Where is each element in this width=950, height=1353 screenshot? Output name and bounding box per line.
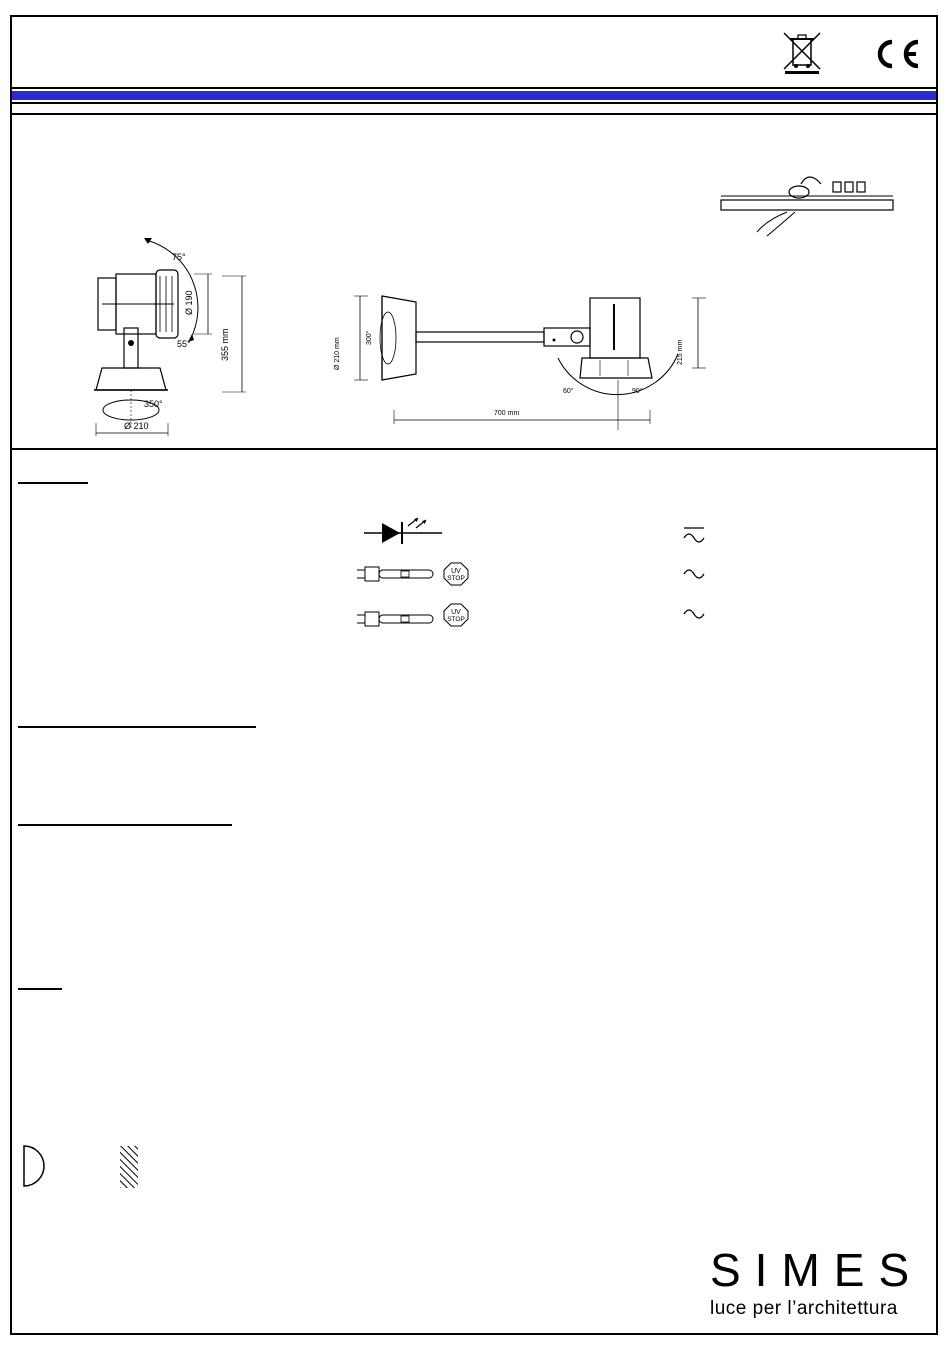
uv-stop-icon-2	[443, 603, 469, 627]
simes-logo	[710, 1245, 935, 1319]
base-diameter-label: Ø 210	[124, 421, 149, 431]
page-frame	[10, 15, 938, 1335]
ac-icon	[682, 565, 706, 581]
weee-bin-icon	[780, 31, 824, 75]
metal-halide-lamp-icon-2	[355, 609, 437, 629]
band-rule	[12, 102, 936, 104]
head-diameter-label: Ø 190	[184, 290, 194, 315]
uv-stop-text-stop-2: STOP	[447, 616, 465, 623]
hatched-pattern-icon	[118, 1144, 140, 1190]
section-rule-4	[18, 988, 62, 990]
metal-halide-lamp-icon	[355, 564, 437, 584]
arm-head-rotation-label: 300°	[366, 330, 373, 345]
tilt-down-label: 55°	[177, 339, 191, 349]
led-diode-icon	[364, 517, 444, 547]
arm-view-drawing	[332, 290, 712, 450]
arm-height-label: 215 mm	[677, 339, 684, 365]
tilt-up-label: 75°	[172, 252, 186, 262]
arm-length-label: 700 mm	[494, 410, 520, 417]
half-circle-icon	[18, 1144, 48, 1188]
blue-band	[12, 91, 936, 100]
uv-stop-text-uv-2: UV	[451, 609, 461, 616]
logo-name: SIMES	[710, 1244, 924, 1296]
uv-stop-text-uv: UV	[451, 568, 461, 575]
arm-angle-left-label: 60°	[563, 388, 574, 395]
logo-tagline: luce per l’architettura	[710, 1298, 898, 1319]
drawings-section	[12, 113, 936, 450]
uv-stop-text-stop: STOP	[447, 575, 465, 582]
rotation-label: 350°	[144, 399, 163, 409]
header	[12, 17, 936, 89]
mounting-sketch	[717, 170, 907, 240]
arm-head-diameter-label: Ø 210 mm	[334, 337, 341, 370]
height-label: 355 mm	[220, 328, 230, 361]
ce-mark-icon	[870, 39, 922, 69]
ac-icon-2	[682, 605, 706, 621]
section-rule-2	[18, 726, 256, 728]
dc-ac-icon	[682, 525, 706, 545]
section-rule-3	[18, 824, 232, 826]
arm-angle-right-label: 90°	[632, 388, 643, 395]
uv-stop-icon	[443, 562, 469, 586]
section-rule-1	[18, 482, 88, 484]
